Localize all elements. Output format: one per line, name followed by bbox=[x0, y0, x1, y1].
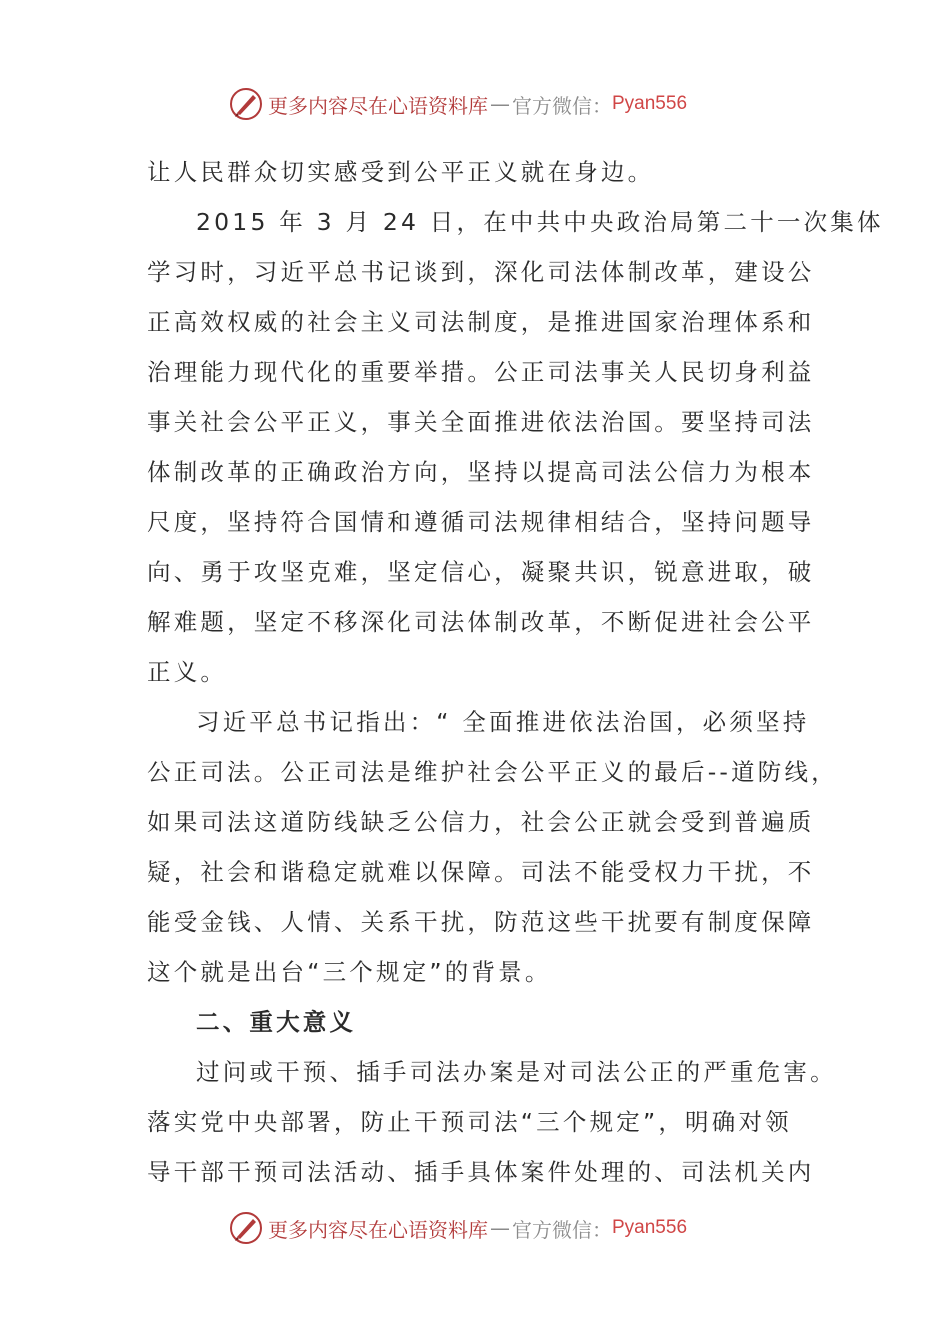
footer-banner bbox=[228, 1208, 728, 1248]
text-line: 习近平总书记指出：“ 全面推进依法治国，必须坚持 bbox=[196, 708, 810, 736]
banner-wechat-id: Pyan556 bbox=[612, 93, 688, 114]
header-banner bbox=[228, 84, 728, 124]
text-line: 体制改革的正确政治方向，坚持以提高司法公信力为根本 bbox=[147, 458, 815, 486]
banner-wechat-id: Pyan556 bbox=[612, 1217, 688, 1238]
section-heading: 二、重大意义 bbox=[196, 1008, 357, 1036]
text-line: 过问或干预、插手司法办案是对司法公正的严重危害。 bbox=[196, 1058, 837, 1086]
pen-logo-icon bbox=[228, 86, 264, 122]
pen-logo-icon bbox=[228, 1210, 264, 1246]
document-body bbox=[147, 150, 884, 1200]
text-line: 这个就是出台“三个规定”的背景。 bbox=[147, 958, 552, 986]
banner-site-text: 更多内容尽在心语资料库 bbox=[268, 93, 488, 118]
text-line: 向、勇于攻坚克难，坚定信心，凝聚共识，锐意进取，破 bbox=[147, 558, 815, 586]
banner-dash: — bbox=[490, 1216, 510, 1240]
text-line: 正高效权威的社会主义司法制度，是推进国家治理体系和 bbox=[147, 308, 815, 336]
text-line: 疑，社会和谐稳定就难以保障。司法不能受权力干扰，不 bbox=[147, 858, 815, 886]
text-line: 如果司法这道防线缺乏公信力，社会公正就会受到普遍质 bbox=[147, 808, 815, 836]
text-line: 尺度，坚持符合国情和遵循司法规律相结合，坚持问题导 bbox=[147, 508, 815, 536]
text-line: 事关社会公平正义，事关全面推进依法治国。要坚持司法 bbox=[147, 408, 815, 436]
text-line: 解难题，坚定不移深化司法体制改革，不断促进社会公平 bbox=[147, 608, 815, 636]
text-line: 正义。 bbox=[147, 658, 228, 686]
banner-site-text: 更多内容尽在心语资料库 bbox=[268, 1217, 488, 1242]
text-line: 公正司法。公正司法是维护社会公平正义的最后--道防线， bbox=[147, 758, 838, 786]
text-line: 2015 年 3 月 24 日，在中共中央政治局第二十一次集体 bbox=[196, 208, 884, 236]
text-line: 落实党中央部署，防止干预司法“三个规定”，明确对领 bbox=[147, 1108, 792, 1136]
banner-wechat-label: 官方微信： bbox=[512, 1217, 612, 1242]
text-line: 治理能力现代化的重要举措。公正司法事关人民切身利益 bbox=[147, 358, 815, 386]
text-line: 让人民群众切实感受到公平正义就在身边。 bbox=[147, 158, 655, 186]
banner-wechat-label: 官方微信： bbox=[512, 93, 612, 118]
text-line: 学习时，习近平总书记谈到，深化司法体制改革，建设公 bbox=[147, 258, 815, 286]
banner-dash: — bbox=[490, 92, 510, 116]
text-line: 能受金钱、人情、关系干扰，防范这些干扰要有制度保障 bbox=[147, 908, 815, 936]
text-line: 导干部干预司法活动、插手具体案件处理的、司法机关内 bbox=[147, 1158, 815, 1186]
